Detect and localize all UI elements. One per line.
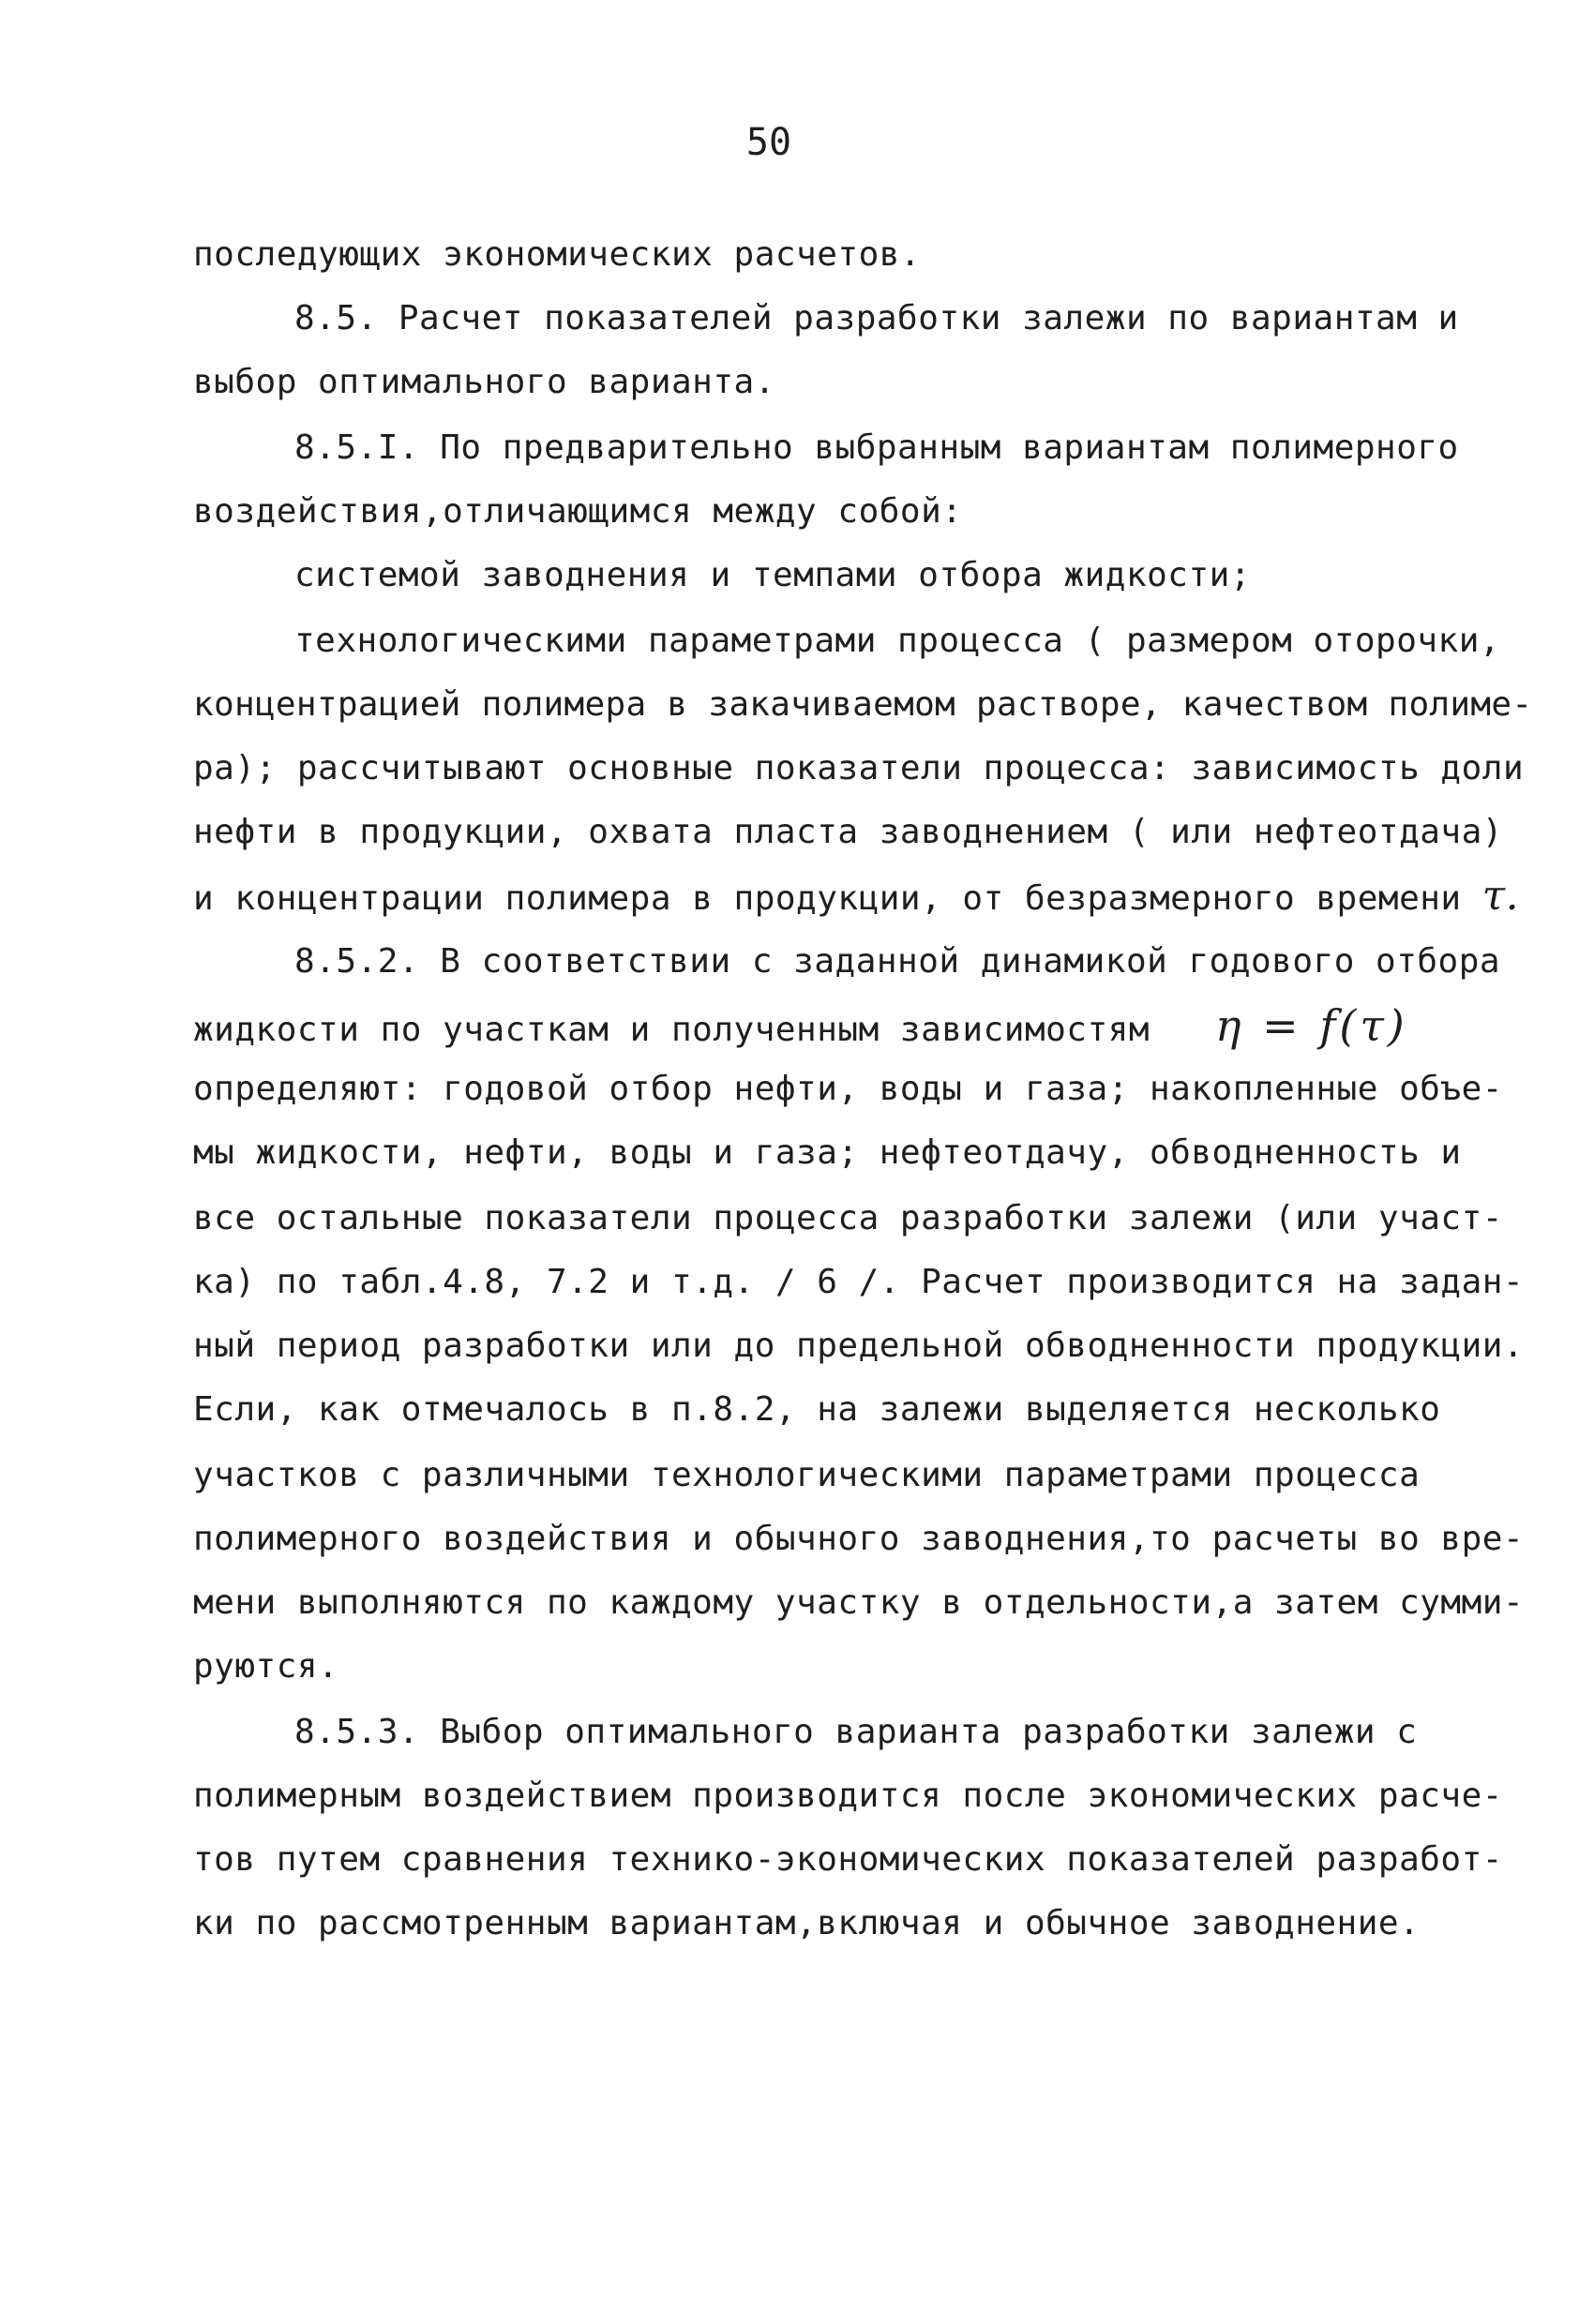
text-line: мени выполняются по каждому участку в отдельности,а затем сумми- [193, 1583, 1525, 1622]
text-line: полимерного воздействия и обычного заводнения,то расчеты во вре- [193, 1520, 1525, 1558]
text-line: мы жидкости, нефти, воды и газа; нефтеотдачу, обводненность и [193, 1133, 1462, 1172]
text-line: определяют: годовой отбор нефти, воды и газа; накопленные объе- [193, 1070, 1503, 1108]
text-line: Если, как отмечалось в п.8.2, на залежи выделяется несколько [193, 1390, 1441, 1429]
page-number: 50 [745, 121, 792, 164]
text-line: тов путем сравнения технико-экономических показателей разработ- [193, 1840, 1503, 1879]
section-heading: выбор оптимального варианта. [193, 363, 775, 401]
text-line: полимерным воздействием производится после экономических расче- [193, 1777, 1503, 1815]
tau-symbol: τ. [1481, 872, 1520, 920]
text-line: ка) по табл.4.8, 7.2 и т.д. / 6 /. Расчет производится на задан- [193, 1263, 1525, 1301]
text-line: концентрацией полимера в закачиваемом растворе, качеством полиме- [193, 685, 1533, 724]
text-line-body: жидкости по участкам и полученным зависимостям [193, 1011, 1150, 1049]
text-line: ки по рассмотренным вариантам,включая и обычное заводнение. [193, 1904, 1421, 1942]
text-line-body: и концентрации полимера в продукции, от безразмерного времени [193, 879, 1462, 918]
text-line: 8.5.3. Выбор оптимального варианта разработки залежи с [294, 1713, 1418, 1751]
text-line: нефти в продукции, охвата пласта заводнением ( или нефтеотдача) [193, 813, 1503, 851]
text-line: технологическими параметрами процесса ( размером оторочки, [294, 622, 1501, 660]
section-heading: 8.5. Расчет показателей разработки залежи по вариантам и [294, 299, 1459, 337]
text-line: последующих экономических расчетов. [193, 235, 922, 274]
text-line [193, 874, 1519, 922]
text-line: руются. [193, 1647, 339, 1686]
text-line: все остальные показатели процесса разработки залежи (или участ- [193, 1199, 1503, 1237]
text-line: системой заводнения и темпами отбора жидкости; [294, 556, 1251, 594]
text-line: ный период разработки или до предельной обводненности продукции. [193, 1327, 1525, 1365]
text-line: ра); рассчитывают основные показатели процесса: зависимость доли [193, 749, 1525, 787]
text-line: участков с различными технологическими параметрами процесса [193, 1456, 1421, 1494]
text-line: 8.5.I. По предварительно выбранным вариантам полимерного [294, 428, 1459, 467]
text-line: воздействия,отличающимся между собой: [193, 492, 963, 531]
text-line: 8.5.2. В соответствии с заданной динамикой годового отбора [294, 942, 1501, 981]
text-line [193, 1000, 1408, 1053]
handwritten-formula: η = f(τ) [1215, 1000, 1408, 1051]
